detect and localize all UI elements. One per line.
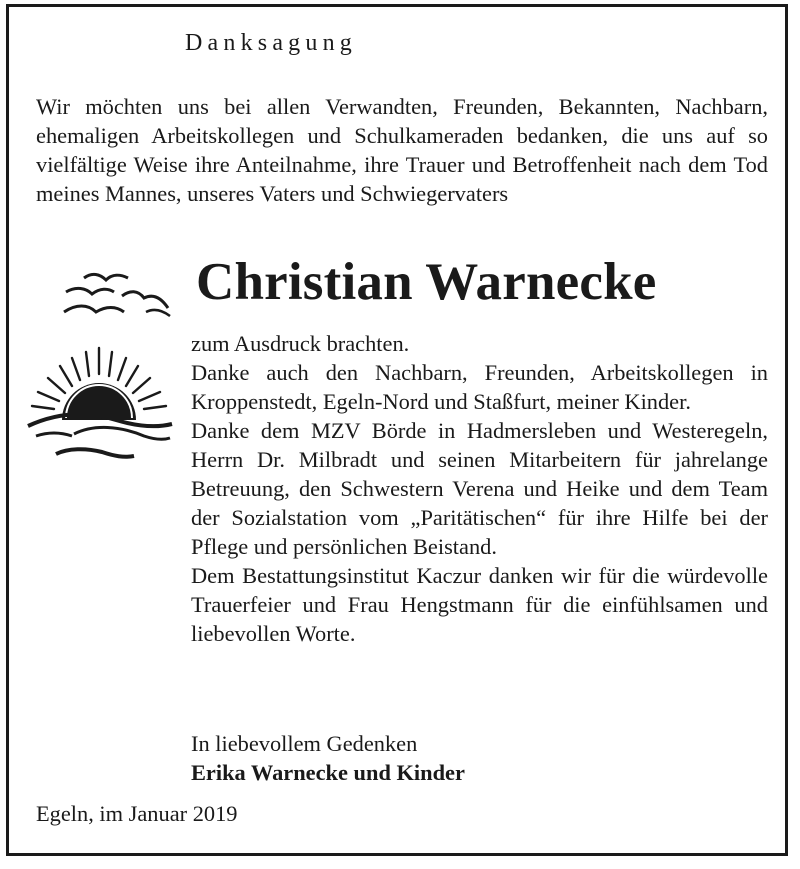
signature: Erika Warnecke und Kinder — [191, 760, 465, 785]
notice-heading: Danksagung — [185, 30, 357, 56]
body-paragraph: Danke auch den Nachbarn, Freunden, Arbeitskollegen in Kroppenstedt, Egeln-Nord und Staßfurt, meiner Kinder. — [191, 360, 768, 414]
sunset-icon — [24, 344, 174, 466]
body-paragraph: zum Ausdruck brachten. — [191, 331, 410, 356]
closing-line: In liebevollem Gedenken — [191, 731, 418, 756]
body-paragraph: Danke dem MZV Börde in Hadmersleben und Westeregeln, Herrn Dr. Milbradt und seinen Mitarbeitern für jahrelange Betreuung, den Schwestern Verena und Heike und dem Team der Sozialstation vom „Paritätischen“ für ihre Hilfe bei der Pflege und persönlichen Beistand. — [191, 418, 768, 559]
closing-block — [191, 729, 465, 787]
intro-text: Wir möchten uns bei allen Verwandten, Freunden, Bekannten, Nachbarn, ehemaligen Arbeitskollegen und Schulkameraden bedanken, die uns auf so vielfältige Weise ihre Anteilnahme, ihre Trauer und Betroffenheit nach dem Tod meines Mannes, unseres Vaters und Schwiegervaters — [36, 94, 768, 206]
notice-body — [191, 329, 768, 648]
body-paragraph: Dem Bestattungsinstitut Kaczur danken wir für die würdevolle Trauerfeier und Frau Hengstmann für die einfühlsamen und liebevollen Worte. — [191, 563, 768, 646]
deceased-name: Christian Warnecke — [196, 253, 657, 311]
place-date: Egeln, im Januar 2019 — [36, 801, 238, 826]
birds-icon — [62, 268, 174, 324]
